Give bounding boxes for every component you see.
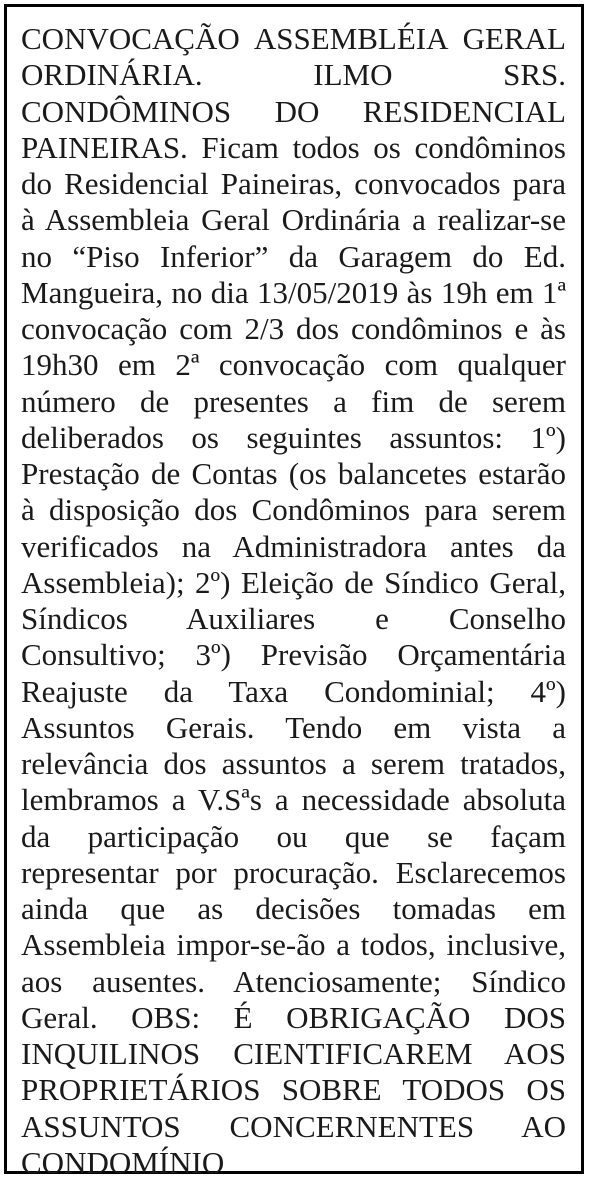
notice-line: relevância dos assuntos a serem tratados, bbox=[21, 746, 566, 781]
notice-line: representar por procuração. Esclarecemos bbox=[21, 854, 566, 890]
notice-line: lembramos a V.Sªs a necessidade absoluta bbox=[21, 782, 566, 818]
notice-line: INQUILINOS CIENTIFICAREM AOS bbox=[21, 1036, 566, 1071]
notice-line: Prestação de Contas (os balancetes estarão bbox=[21, 456, 566, 491]
notice-line: convocação com 2/3 dos condôminos e às bbox=[21, 311, 566, 346]
notice-line: PAINEIRAS. Ficam todos os condôminos bbox=[21, 129, 566, 165]
notice-line: da participação ou que se façam bbox=[21, 818, 566, 854]
notice-box bbox=[4, 4, 584, 1180]
notice-line: Síndicos Auxiliares e Conselho bbox=[21, 601, 566, 636]
notice-line: à disposição dos Condôminos para serem bbox=[21, 492, 566, 528]
notice-line: do Residencial Paineiras, convocados para bbox=[21, 166, 566, 201]
notice-line: Reajuste da Taxa Condominial; 4º) bbox=[21, 673, 566, 709]
notice-line: ORDINÁRIA. ILMO SRS. bbox=[21, 57, 566, 93]
notice-line: Consultivo; 3º) Previsão Orçamentária bbox=[21, 637, 566, 673]
notice-line: Geral. OBS: É OBRIGAÇÃO DOS bbox=[21, 999, 566, 1035]
notice-line: Assembleia); 2º) Eleição de Síndico Geral, bbox=[21, 564, 566, 600]
notice-line: deliberados os seguintes assuntos: 1º) bbox=[21, 419, 566, 455]
notice-line: Mangueira, no dia 13/05/2019 às 19h em 1ª bbox=[21, 274, 566, 310]
notice-line: ainda que as decisões tomadas em bbox=[21, 891, 566, 926]
notice-line: ASSUNTOS CONCERNENTES AO bbox=[21, 1108, 566, 1144]
notice-line: Assuntos Gerais. Tendo em vista a bbox=[21, 709, 566, 745]
notice-line: no “Piso Inferior” da Garagem do Ed. bbox=[21, 238, 566, 274]
notice-line: 19h30 em 2ª convocação com qualquer bbox=[21, 347, 566, 383]
notice-line: PROPRIETÁRIOS SOBRE TODOS OS bbox=[21, 1072, 566, 1108]
notice-line: CONVOCAÇÃO ASSEMBLÉIA GERAL bbox=[21, 21, 566, 56]
notice-line: CONDÔMINOS DO RESIDENCIAL bbox=[21, 93, 566, 129]
notice-line: Assembleia impor-se-ão a todos, inclusive, bbox=[21, 927, 566, 963]
notice-line: número de presentes a fim de serem bbox=[21, 383, 566, 419]
notice-text bbox=[21, 21, 566, 1181]
notice-line: aos ausentes. Atenciosamente; Síndico bbox=[21, 963, 566, 999]
notice-line: CONDOMÍNIO bbox=[21, 1144, 225, 1180]
notice-line: verificados na Administradora antes da bbox=[21, 528, 566, 564]
notice-line: à Assembleia Geral Ordinária a realizar-se bbox=[21, 202, 566, 238]
